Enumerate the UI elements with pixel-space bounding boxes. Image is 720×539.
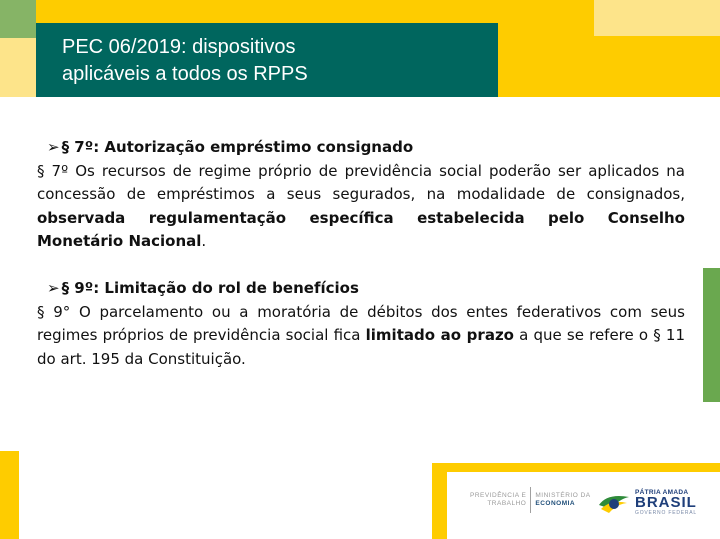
- slide-content: [37, 136, 685, 371]
- left-yellow-bar: [0, 451, 19, 539]
- logo-divider: [530, 487, 531, 513]
- paragraph-text: § 7º Os recursos de regime próprio de previdência social poderão ser aplicados na concessão de empréstimos a seus segurados, na modalidade de consignados,: [37, 161, 685, 204]
- slide-title-box: [36, 23, 498, 97]
- spacer: [37, 254, 685, 277]
- paragraph-end-text: .: [201, 232, 207, 251]
- ministry-logo: [470, 487, 591, 513]
- brasil-text: BRASIL: [635, 494, 697, 511]
- paragraph-end-text: a que se refere o § 11 do art. 195 da Constituição.: [37, 326, 685, 368]
- paragraph-text: § 9° O parcelamento ou a moratória de débitos dos entes federativos com seus regimes próprios de previdência social fica: [37, 302, 685, 345]
- governo-federal-text: GOVERNO FEDERAL: [635, 510, 698, 516]
- ministerio-line-2: ECONOMIA: [535, 500, 576, 507]
- ministerio-line-1: MINISTÉRIO DA: [535, 492, 591, 499]
- arrow-bullet-icon: ➢: [47, 138, 60, 156]
- right-green-bar: [703, 268, 720, 402]
- section-paragraph-consignado: [37, 160, 685, 254]
- governo-federal-logo: [597, 489, 697, 516]
- section-paragraph-beneficios: [37, 301, 685, 372]
- paragraph-bold-text: limitado ao prazo: [365, 326, 514, 345]
- previdencia-line-2: TRABALHO: [487, 500, 527, 507]
- previdencia-line-1: PREVIDÊNCIA E: [470, 492, 527, 499]
- slide-title-line-2: aplicáveis a todos os RPPS: [62, 63, 308, 85]
- paragraph-bold-text: observada regulamentação específica estabelecida pelo Conselho Monetário Nacional: [37, 208, 685, 251]
- patria-amada-text: PÁTRIA AMADA: [635, 489, 689, 496]
- brazil-flag-icon: [597, 491, 631, 515]
- section-heading-text: § 9º: Limitação do rol de benefícios: [61, 278, 359, 297]
- brasil-logo-text: [635, 489, 697, 516]
- previdencia-logo-text: [470, 492, 526, 508]
- section-heading-text: § 7º: Autorização empréstimo consignado: [61, 138, 414, 156]
- ministerio-logo-text: [535, 492, 590, 508]
- top-right-light-block: [594, 0, 720, 36]
- slide-title-line-1: PEC 06/2019: dispositivos: [62, 36, 296, 58]
- top-left-green-block: [0, 0, 36, 38]
- arrow-bullet-icon: ➢: [47, 278, 60, 297]
- section-heading-beneficios: [37, 277, 685, 301]
- section-heading-consignado: [37, 136, 685, 160]
